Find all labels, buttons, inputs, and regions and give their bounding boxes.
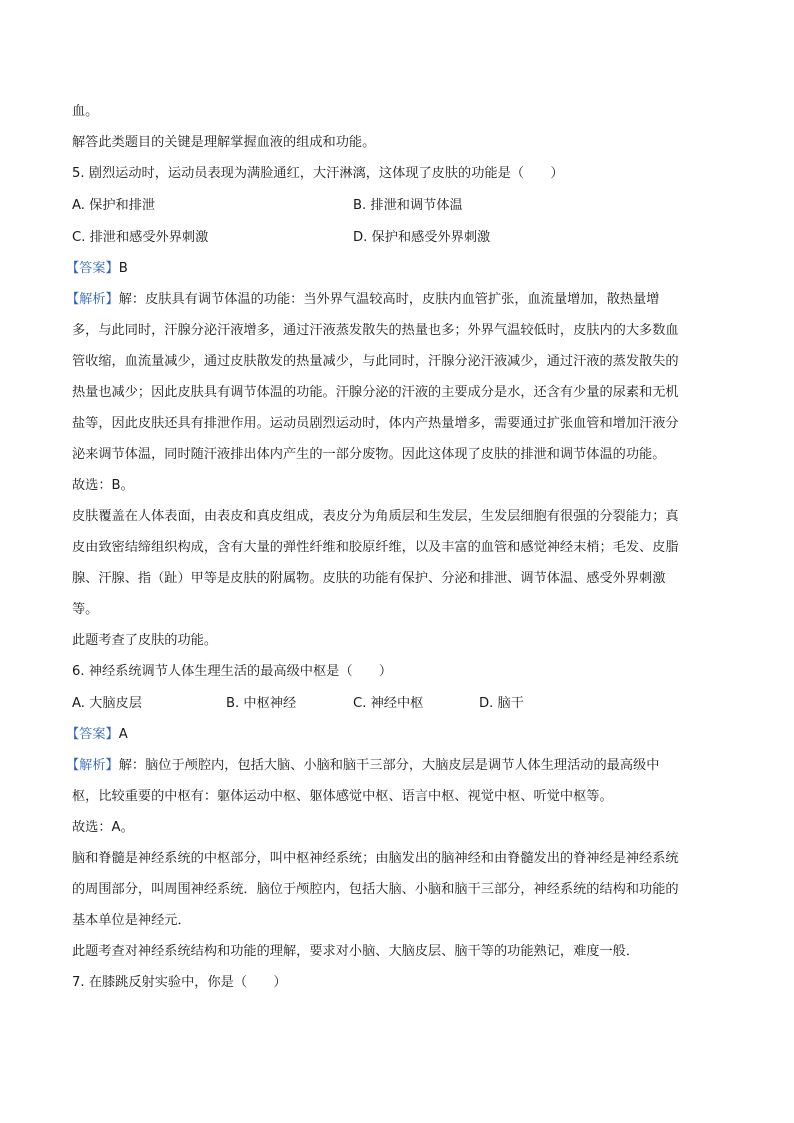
text-line: 血。: [72, 104, 99, 119]
question-6: 6. 神经系统调节人体生理生活的最高级中枢是（ ）: [72, 664, 393, 679]
answer-tag: 【答案】: [66, 261, 119, 276]
answer-6: [66, 726, 128, 744]
text-line: 多，与此同时，汗腺分泌汗液增多，通过汗液蒸发散失的热量也多；外界气温较低时，皮肤内的大多数血: [72, 323, 679, 338]
answer-value: A: [118, 727, 128, 742]
text-line: 枢，比较重要的中枢有：躯体运动中枢、躯体感觉中枢、语言中枢、视觉中枢、听觉中枢等。: [72, 789, 613, 804]
text-line: 故选：B。: [72, 478, 134, 493]
text-line: 盐等，因此皮肤还具有排泄作用。运动员剧烈运动时，体内产热量增多，需要通过扩张血管和增加汗液分: [72, 416, 679, 431]
text-line: 管收缩，血流量减少，通过皮肤散发的热量减少，与此同时，汗腺分泌汗液减少，通过汗液的蒸发散失的: [72, 354, 679, 369]
text-line: 皮由致密结缔组织构成，含有大量的弹性纤维和胶原纤维，以及丰富的血管和感觉神经末梢；毛发、皮脂: [72, 540, 679, 555]
text-line: 热量也减少；因此皮肤具有调节体温的功能。汗腺分泌的汗液的主要成分是水，还含有少量的尿素和无机: [72, 385, 679, 400]
option-6b: B. 中枢神经: [226, 696, 297, 711]
text-line: 此题考查对神经系统结构和功能的理解，要求对小脑、大脑皮层、脑干等的功能熟记，难度一般．: [72, 944, 640, 959]
text-line: 故选：A。: [72, 820, 134, 835]
text-line: 皮肤覆盖在人体表面，由表皮和真皮组成，表皮分为角质层和生发层，生发层细胞有很强的分裂能力；真: [72, 509, 679, 524]
analysis-tag: 【解析】: [66, 292, 119, 307]
option-5a: A. 保护和排泄: [72, 198, 156, 213]
option-5b: B. 排泄和调节体温: [353, 198, 463, 213]
text-line: 解答此类题目的关键是理解掌握血液的组成和功能。: [72, 135, 376, 150]
analysis-text: 解：皮肤具有调节体温的功能：当外界气温较高时，皮肤内血管扩张，血流量增加，散热量增: [118, 292, 660, 307]
answer-tag: 【答案】: [66, 727, 119, 742]
text-line: 等。: [72, 602, 99, 617]
analysis-text: 解：脑位于颅腔内，包括大脑、小脑和脑干三部分，大脑皮层是调节人体生理活动的最高级中: [118, 758, 660, 773]
text-line: 基本单位是神经元．: [72, 913, 191, 928]
text-line: 腺、汗腺、指（趾）甲等是皮肤的附属物。皮肤的功能有保护、分泌和排泄、调节体温、感受外界刺激: [72, 571, 666, 586]
option-6a: A. 大脑皮层: [72, 696, 142, 711]
text-line: 此题考查了皮肤的功能。: [72, 633, 218, 648]
analysis-6-line: [66, 757, 659, 775]
answer-value: B: [118, 261, 128, 276]
question-5: 5. 剧烈运动时，运动员表现为满脸通红，大汗淋漓，这体现了皮肤的功能是（ ）: [72, 166, 564, 181]
option-6c: C. 神经中枢: [353, 696, 424, 711]
option-5c: C. 排泄和感受外界刺激: [72, 230, 209, 245]
answer-5: [66, 260, 128, 278]
analysis-5-line: [66, 291, 659, 309]
text-line: 的周围部分，叫周围神经系统．脑位于颅腔内，包括大脑、小脑和脑干三部分，神经系统的结构和功能的: [72, 882, 679, 897]
option-6d: D. 脑干: [479, 696, 524, 711]
question-7: 7. 在膝跳反射实验中，你是（ ）: [72, 975, 287, 990]
analysis-tag: 【解析】: [66, 758, 119, 773]
option-5d: D. 保护和感受外界刺激: [353, 230, 491, 245]
text-line: 脑和脊髓是神经系统的中枢部分，叫中枢神经系统；由脑发出的脑神经和由脊髓发出的脊神经是神经系统: [72, 851, 679, 866]
text-line: 泌来调节体温，同时随汗液排出体内产生的一部分废物。因此这体现了皮肤的排泄和调节体温的功能。: [72, 447, 666, 462]
